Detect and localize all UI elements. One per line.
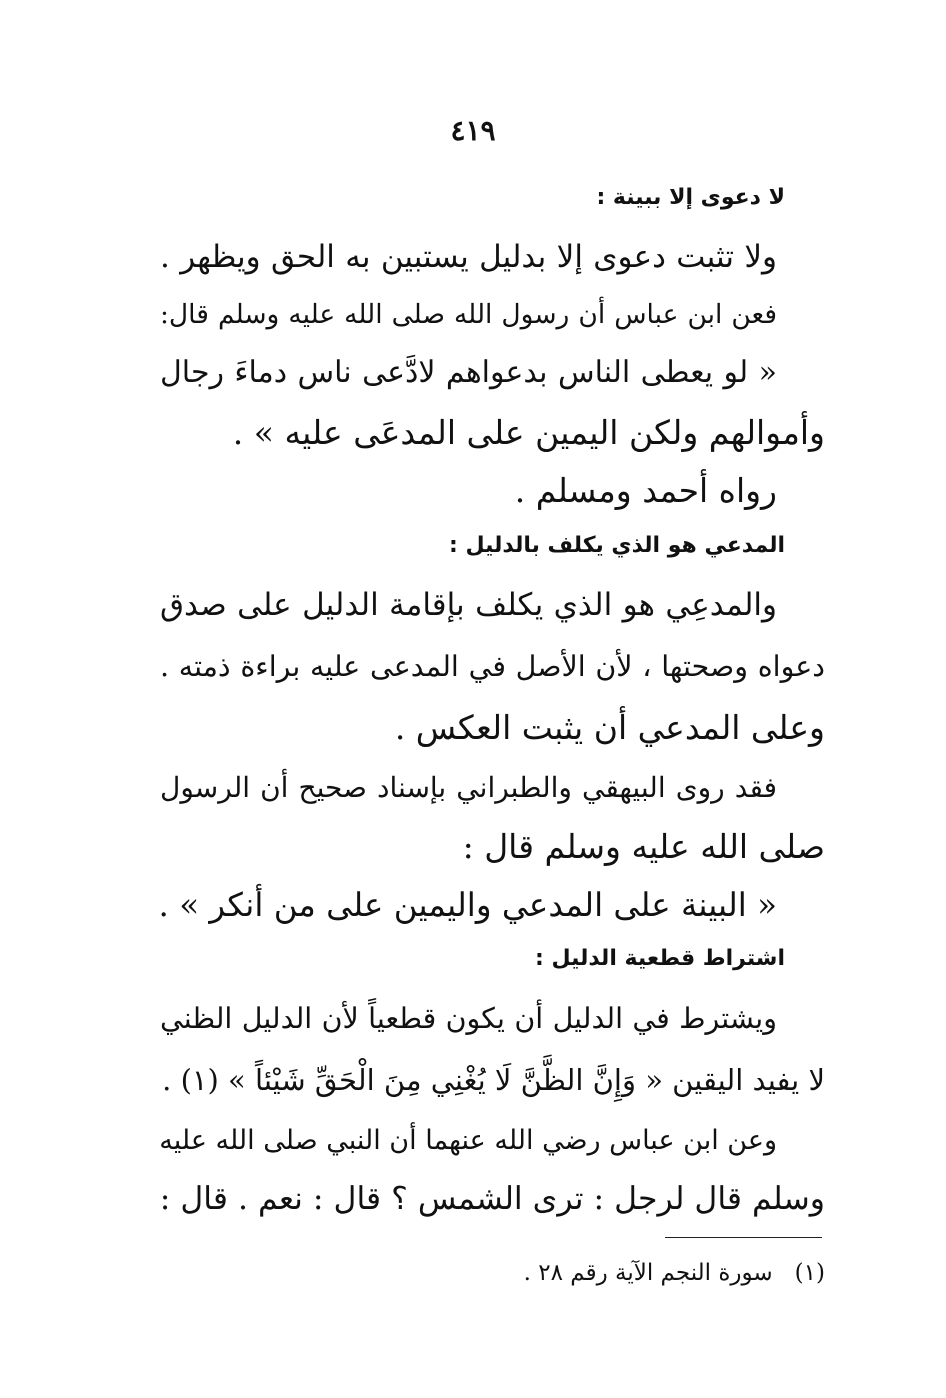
footnote-separator — [665, 1237, 822, 1238]
section-heading-definitive-evidence: اشتراط قطعية الدليل : — [535, 946, 785, 971]
text-line: فقد روى البيهقي والطبراني بإسناد صحيح أن الرسول — [160, 771, 777, 804]
text-line: ويشترط في الدليل أن يكون قطعياً لأن الدليل الظني — [160, 1002, 777, 1035]
section-heading-no-claim-without-proof: لا دعوى إلا ببينة : — [596, 185, 785, 210]
text-line: صلى الله عليه وسلم قال : — [462, 827, 825, 866]
text-line: ولا تثبت دعوى إلا بدليل يستبين به الحق ويظهر . — [160, 239, 777, 275]
footnote-marker: (١) — [794, 1260, 825, 1286]
text-line: وسلم قال لرجل : ترى الشمس ؟ قال : نعم . قال : — [159, 1181, 825, 1217]
text-line: لا يفيد اليقين « وَإِنَّ الظَّنَّ لَا يُغْنِي مِنَ الْحَقِّ شَيْئاً » (١) . — [162, 1063, 825, 1097]
text-line: « البينة على المدعي واليمين على من أنكر » . — [158, 886, 777, 924]
text-line: « لو يعطى الناس بدعواهم لادَّعى ناس دماءَ رجال — [160, 355, 777, 390]
text-line: فعن ابن عباس أن رسول الله صلى الله عليه وسلم قال: — [160, 299, 777, 330]
text-line: رواه أحمد ومسلم . — [514, 471, 777, 510]
text-line: وعلى المدعي أن يثبت العكس . — [394, 708, 825, 747]
footnote — [400, 1253, 825, 1293]
section-heading-claimant-must-prove: المدعي هو الذي يكلف بالدليل : — [449, 533, 785, 558]
text-line: وأموالهم ولكن اليمين على المدعَى عليه » . — [232, 413, 825, 452]
text-line: وعن ابن عباس رضي الله عنهما أن النبي صلى الله عليه — [159, 1125, 777, 1156]
text-line: دعواه وصحتها ، لأن الأصل في المدعى عليه براءة ذمته . — [160, 650, 825, 683]
page-number: ٤١٩ — [450, 114, 496, 147]
text-line: والمدعِي هو الذي يكلف بإقامة الدليل على صدق — [160, 587, 777, 623]
footnote-text: سورة النجم الآية رقم ٢٨ . — [523, 1260, 773, 1286]
